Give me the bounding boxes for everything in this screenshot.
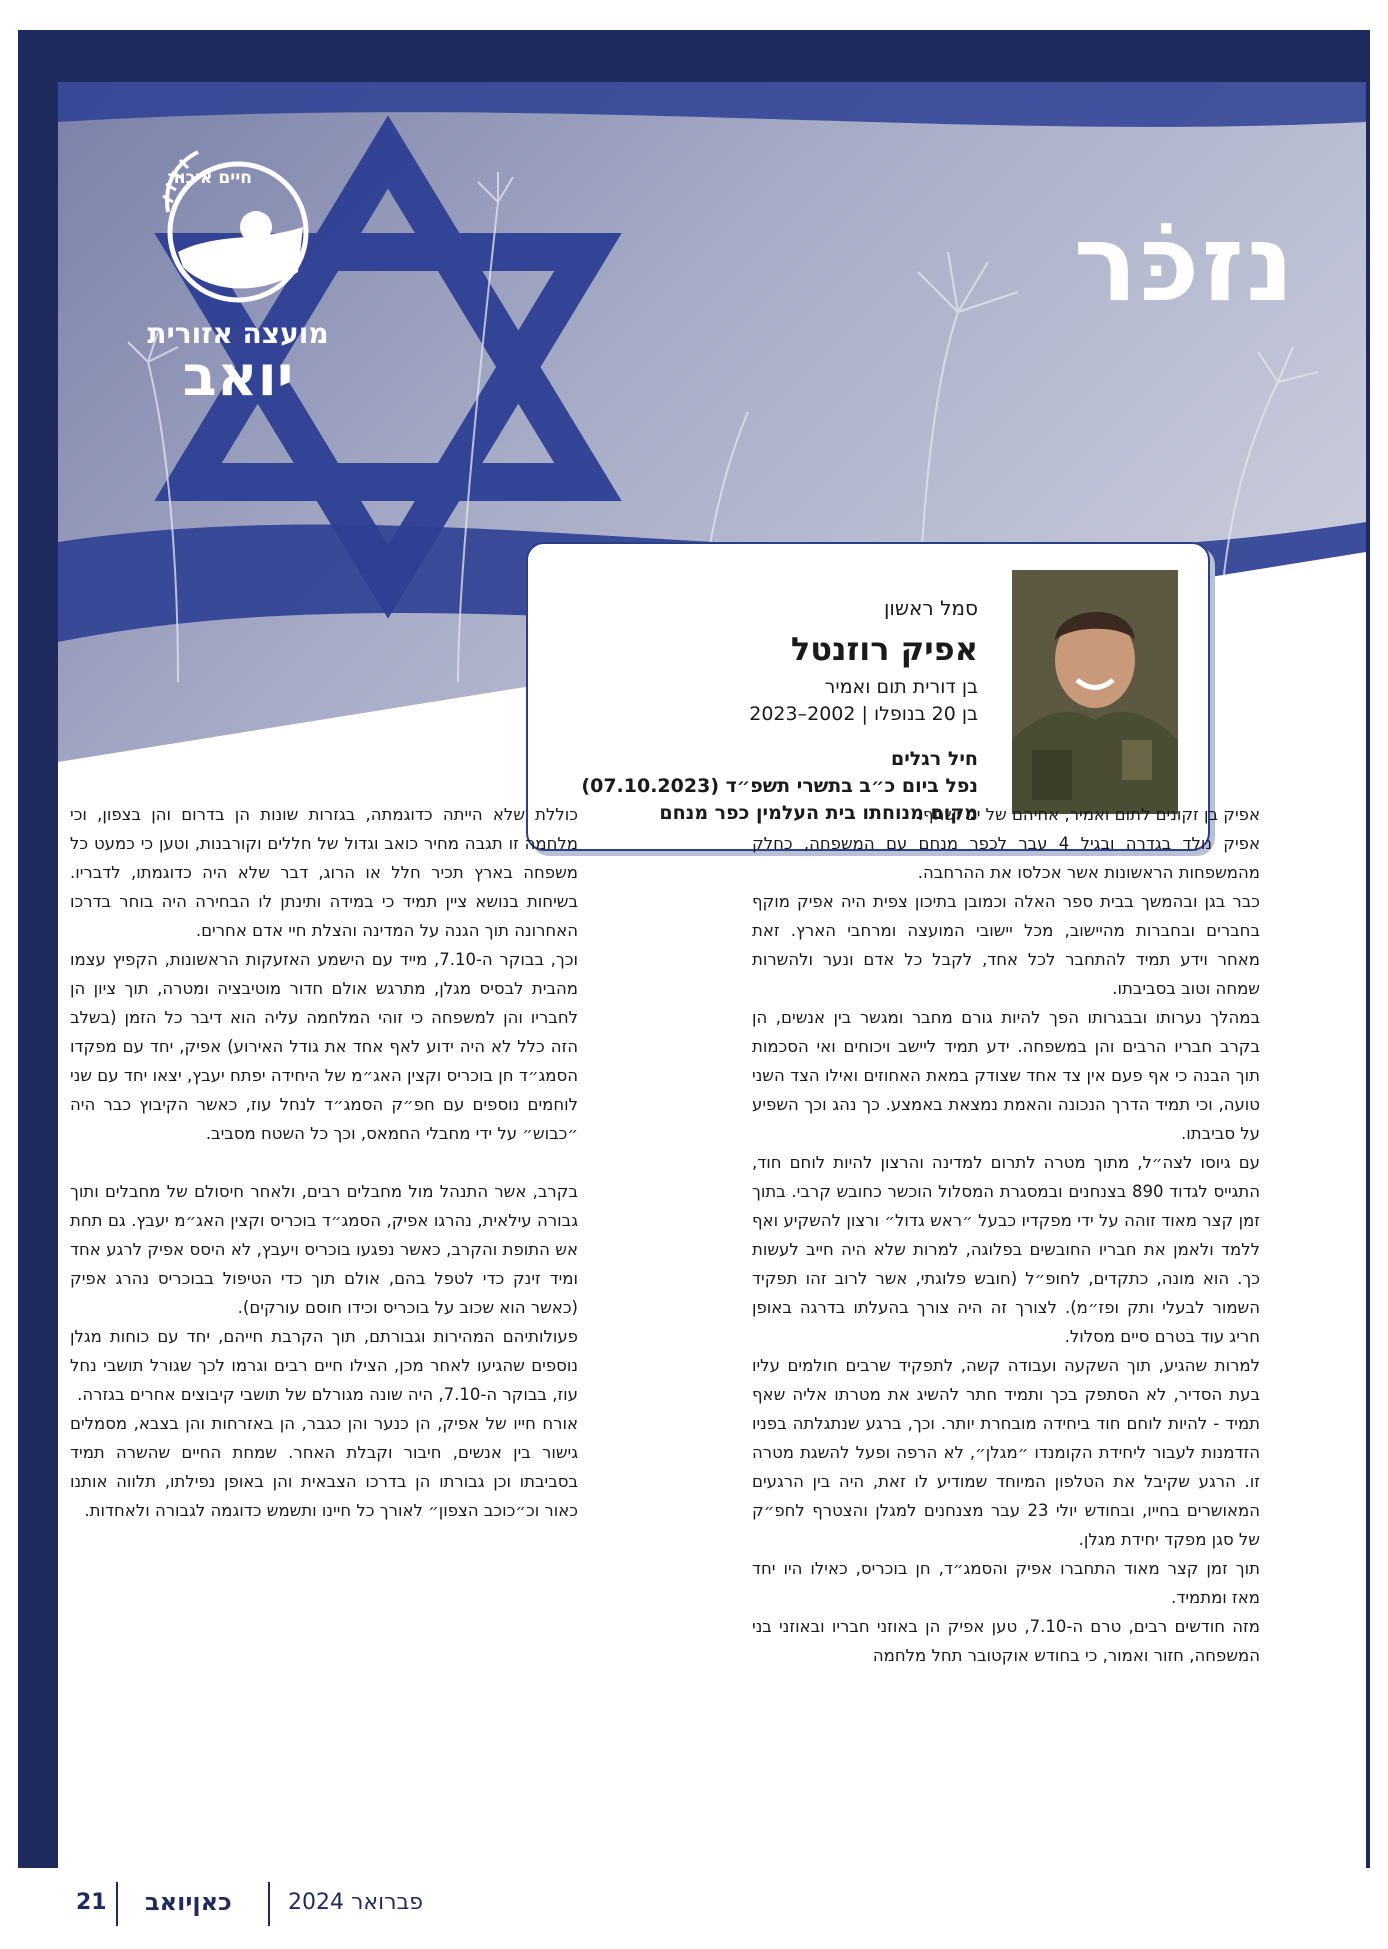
- footer-divider: [116, 1882, 118, 1926]
- soldier-role: חיל רגלים: [890, 748, 978, 770]
- article-paragraph: בקרב, אשר התנהל מול מחבלים רבים, ולאחר חיסולם של מחבלים ותוך גבורה עילאית, נהרגו אפיק, הסמג״ד בוכריס וקצין האג״מ יעבץ. גם תחת אש התופת והקרב, כאשר נפגעו בוכריס ויעבץ, לא היסס אפיק לרגע אחד ומיד זינק כדי לטפל בהם, אולם תוך כדי הטיפול בבוכריס נהרג אפיק (כאשר הוא שכוב על בוכריס וכידו חוסם עורקים).: [70, 1182, 578, 1317]
- article-paragraph: אפיק בן זקונים לתום ואמיר, אחיהם של ים ושחף.: [917, 805, 1260, 824]
- soldier-burial: מקום מנוחתו בית העלמין כפר מנחם: [659, 802, 978, 824]
- article-paragraph: אורח חייו של אפיק, הן כנער והן כגבר, הן באזרחות והן בצבא, מסמלים גישור בין אנשים, חיבור וקבלת האחר. שמחת החיים שהשרה תמיד בסביבתו וכן גבורתו הן בדרכו הצבאית והן באופן נפילתו, תלווה אותנו כאור וכ״כוכב הצפון״ לאורך כל חיינו ותשמש כדוגמה לגבורה ולאחדות.: [70, 1414, 578, 1520]
- logo-motto: חיים איכות: [168, 168, 252, 188]
- soldier-fell-date: נפל ביום כ״ב בתשרי תשפ״ד (07.10.2023): [581, 775, 978, 797]
- soldier-rank: סמל ראשון: [883, 596, 978, 620]
- soldier-portrait-icon: [1012, 570, 1178, 814]
- soldier-photo: [1012, 570, 1178, 814]
- council-logo: [138, 122, 338, 409]
- soldier-name: אפיק רוזנטל: [790, 630, 978, 668]
- footer-divider: [268, 1882, 270, 1926]
- article-column-right: [752, 800, 1260, 1670]
- article-column-left: [70, 800, 578, 1525]
- issue-date: פברואר 2024: [288, 1890, 423, 1915]
- soldier-parents: בן דורית תום ואמיר: [824, 676, 978, 698]
- article-paragraph: למרות שהגיע, תוך השקעה ועבודה קשה, לתפקיד שרבים חולמים עליו בעת הסדיר, לא הסתפק בכך ותמיד חתר להשיג את מטרתו אליה שאף תמיד - להיות לוחם חוד ביחידה מובחרת יותר. וכך, ברגע שנתגלתה בפניו הזדמנות לעבור ליחידת הקומנדו ״מגלן״, לא הרפה ופעל להשגת מטרה זו. הרגע שקיבל את הטלפון המיוחד שמודיע לו זאת, היה בין הרגעים המאושרים בחייו, ובחודש יולי 23 עבר מצנחנים למגלן והצטרף לחפ״ק של סגן מפקד יחידת מגלן.: [752, 1356, 1260, 1549]
- article-paragraph: אפיק נולד בגדרה ובגיל 4 עבר לכפר מנחם עם המשפחה, כחלק מהמשפחות הראשונות אשר אכלסו את ההרחבה.: [752, 834, 1260, 882]
- publication-brand: כאןיואב: [145, 1888, 232, 1916]
- article-paragraph: תוך זמן קצר מאוד התחברו אפיק והסמג״ד, חן בוכריס, כאילו היו יחד מאז ומתמיד.: [752, 1559, 1260, 1607]
- council-emblem-icon: [138, 122, 338, 322]
- article-paragraph: מזה חודשים רבים, טרם ה-7.10, טען אפיק הן באוזני חבריו ובאוזני בני המשפחה, חזור ואמור, כי בחודש אוקטובר תחל מלחמה: [752, 1617, 1260, 1665]
- article-paragraph: פעולותיהם המהירות וגבורתם, תוך הקרבת חייהם, יחד עם כוחות מגלן נוספים שהגיעו לאחר מכן, הצילו חיים רבים וגרמו לכך שגורל תושבי נחל עוז, בבוקר ה-7.10, היה שונה מגורלם של תושבי קיבוצים אחרים בגזרה.: [70, 1327, 578, 1404]
- soldier-age-years: בן 20 בנופלו | 2002–2023: [749, 703, 978, 725]
- masthead-title: נזכֹּר: [1073, 202, 1296, 325]
- soldier-details: [558, 596, 978, 829]
- article-paragraph: עם גיוסו לצה״ל, מתוך מטרה לתרום למדינה והרצון להיות לוחם חוד, התגייס לגדוד 890 בצנחנים ובמסגרת המסלול הוכשר כחובש קרבי. בתוך זמן קצר מאוד זוהה על ידי מפקדיו כבעל ״ראש גדול״ ורצון להשקיע ואף ללמד ולאמן את חבריו החובשים בפלוגה, למרות שלא היה חייב לעשות כך. הוא מונה, כתקדים, לחופ״ל (חובש פלוגתי, אשר לרוב זהו תפקיד השמור לבעלי ותק ופז״מ). לצורך זה היה צורך בהעלתו בדרגה באופן חריג עוד בטרם סיים מסלול.: [752, 1153, 1260, 1346]
- page-number: 21: [76, 1890, 107, 1915]
- article-paragraph: כוללת שלא הייתה כדוגמתה, בגזרות שונות הן בדרום והן בצפון, וכי מלחמה זו תגבה מחיר כואב וגדול של חללים וקורבנות, וטען כי כמעט כל משפחה בארץ תכיר חלל או הרוג, דבר שלא היה כדוגמתו, לדבריו. בשיחות בנושא ציין תמיד כי במידה ותינתן לו הבחירה היה בוחר בדרכו האחרונה תוך הגנה על המדינה והצלת חיי אדם אחרים.: [70, 805, 578, 940]
- page-footer: [70, 1882, 470, 1932]
- logo-council-label: מועצה אזורית: [147, 317, 329, 350]
- article-paragraph: כבר בגן ובהמשך בבית ספר האלה וכמובן בתיכון צפית היה אפיק מוקף בחברים ובחברות מהיישוב, מכל יישובי המועצה ומרחבי הארץ. זאת מאחר וידע תמיד להתחבר לכל אחד, לקבל כל אדם ונער ולהשרות שמחה וטוב בסביבתו.: [752, 892, 1260, 998]
- logo-council-name: יואב: [182, 344, 294, 409]
- article-paragraph: וכך, בבוקר ה-7.10, מייד עם הישמע האזעקות הראשונות, הקפיץ עצמו מהבית לבסיס מגלן, מתרגש אולם חדור מוטיבציה ומטרה, תוך ציון הן לחבריו והן למשפחה כי זוהי המלחמה עליה הוא דיבר כל הזמן (בשלב הזה כלל לא היה ידוע לאף אחד את גודל האירוע) אפיק, יחד עם מפקדו הסמג״ד חן בוכריס וקצין האג״מ של היחידה יפתח יעבץ, יצאו יחד עם שני לוחמים נוספים עם חפ״ק הסמג״ד לנחל עוז, כאשר הקיבוץ כבר היה ״כבוש״ על ידי מחבלי החמאס, וכך כל השטח מסביב.: [70, 950, 578, 1143]
- article-paragraph: במהלך נערותו ובבגרותו הפך להיות גורם מחבר ומגשר בין אנשים, הן בקרב חבריו הרבים והן במשפחה. ידע תמיד ליישב ויכוחים ואי הסכמות תוך הבנה כי אף פעם אין צד אחד שצודק במאת האחוזים ואילו הצד השני טועה, וכי תמיד הדרך הנכונה והאמת נמצאת באמצע. כך נהג וכך השפיע על סביבתו.: [752, 1008, 1260, 1143]
